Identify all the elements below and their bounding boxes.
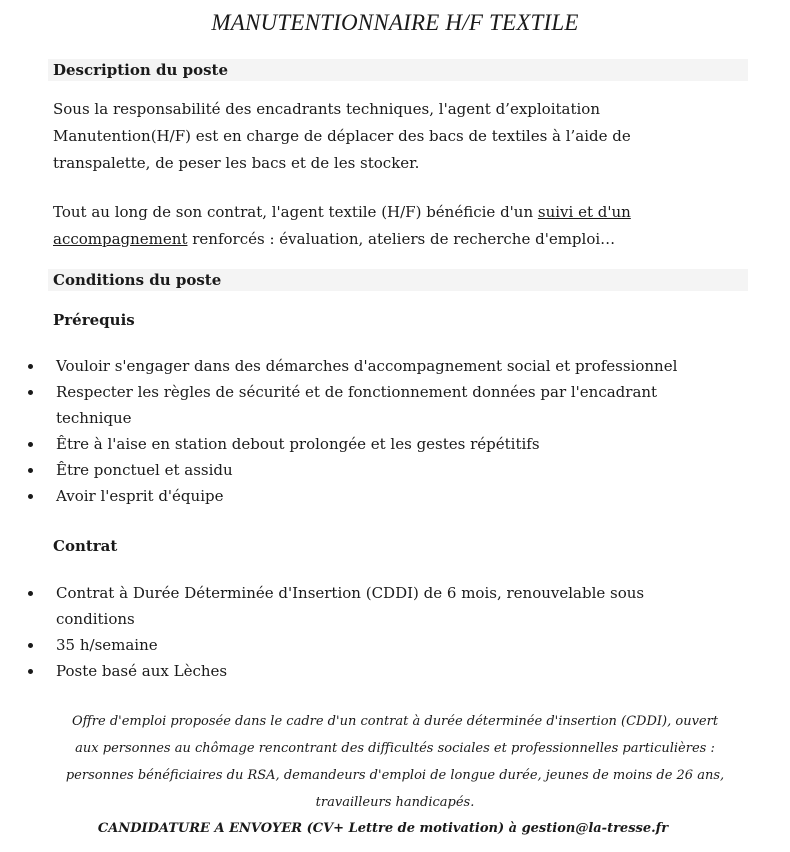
list-item-text: Poste basé aux Lèches (56, 662, 228, 680)
support-line-2 (53, 226, 753, 253)
list-item-text: Être à l'aise en station debout prolongée et les gestes répétitifs (56, 435, 540, 453)
list-item-text: technique (56, 409, 132, 427)
prerequis-list (0, 353, 760, 509)
list-item-text: Avoir l'esprit d'équipe (56, 487, 224, 505)
support-link[interactable]: suivi et d'un (537, 203, 631, 221)
bullet-icon (28, 591, 33, 596)
bullet-icon (28, 494, 33, 499)
list-item (0, 431, 760, 457)
description-line: transpalette, de peser les bacs et de les stocker. (53, 154, 420, 172)
list-item-text: Respecter les règles de sécurité et de fonctionnement données par l'encadrant (56, 383, 658, 401)
offer-note-line: personnes bénéficiaires du RSA, demandeurs d'emploi de longue durée, jeunes de moins de 26 ans, (65, 768, 725, 783)
application-instructions: CANDIDATURE A ENVOYER (CV+ Lettre de motivation) à gestion@la-tresse.fr (97, 821, 669, 836)
list-item-text: Être ponctuel et assidu (56, 461, 233, 479)
section-heading-description: Description du poste (48, 59, 748, 81)
page-title: MANUTENTIONNAIRE H/F TEXTILE (211, 10, 579, 35)
list-item-text: 35 h/semaine (56, 636, 158, 654)
contrat-list (0, 580, 760, 684)
subheading-prerequis: Prérequis (53, 311, 135, 329)
description-line: Sous la responsabilité des encadrants techniques, l'agent d’exploitation (53, 100, 601, 118)
bullet-icon (28, 442, 33, 447)
description-paragraph (53, 96, 753, 177)
list-item (0, 353, 760, 379)
list-item-text: Vouloir s'engager dans des démarches d'accompagnement social et professionnel (56, 357, 678, 375)
offer-note-line: aux personnes au chômage rencontrant des difficultés sociales et professionnelles particulières : (75, 741, 715, 756)
list-item (0, 632, 760, 658)
bullet-icon (28, 364, 33, 369)
list-item (0, 483, 760, 509)
list-item (0, 580, 760, 632)
bullet-icon (28, 643, 33, 648)
list-item (0, 658, 760, 684)
list-item-text: Contrat à Durée Déterminée d'Insertion (CDDI) de 6 mois, renouvelable sous (56, 584, 645, 602)
support-line-1 (53, 199, 753, 226)
section-heading-conditions: Conditions du poste (48, 269, 748, 291)
offer-note-line: Offre d'emploi proposée dans le cadre d'un contrat à durée déterminée d'insertion (CDDI), ouvert (71, 714, 719, 729)
offer-note (0, 708, 790, 816)
support-paragraph (53, 199, 753, 253)
subheading-contrat: Contrat (53, 537, 118, 555)
list-item (0, 379, 760, 431)
support-text: Tout au long de son contrat, l'agent textile (H/F) bénéficie d'un (53, 203, 538, 221)
support-link-continued[interactable]: accompagnement (53, 230, 188, 248)
offer-note-line: travailleurs handicapés. (315, 795, 475, 810)
list-item-text: conditions (56, 610, 135, 628)
bullet-icon (28, 390, 33, 395)
support-text-continued: renforcés : évaluation, ateliers de recherche d'emploi… (187, 230, 616, 248)
bullet-icon (28, 468, 33, 473)
list-item (0, 457, 760, 483)
description-line: Manutention(H/F) est en charge de déplacer des bacs de textiles à l’aide de (53, 127, 631, 145)
bullet-icon (28, 669, 33, 674)
